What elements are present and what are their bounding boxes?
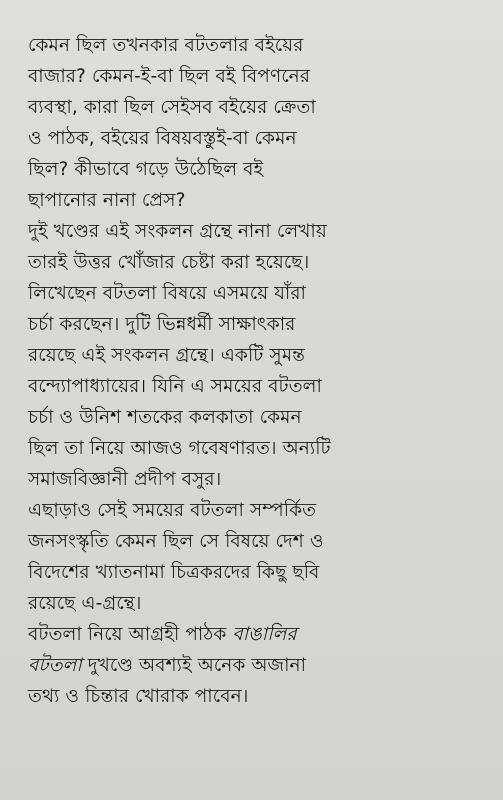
text-line: ব্যবস্থা, কারা ছিল সেইসব বইয়ের ক্রেতা (28, 97, 316, 118)
text-line: বন্দ্যোপাধ্যায়ের। যিনি এ সময়ের বটতলা (28, 376, 322, 397)
text-line: রয়েছে এই সংকলন গ্রন্থে। একটি সুমন্ত (28, 345, 305, 366)
text-line: এছাড়াও সেই সময়ের বটতলা সম্পর্কিত (28, 500, 317, 521)
text-line: ছাপানোর নানা প্রেস? (28, 190, 186, 211)
text-line: ছিল? কীভাবে গড়ে উঠেছিল বই (28, 159, 264, 180)
text-line: লিখেছেন বটতলা বিষয়ে এসময়ে যাঁরা (28, 283, 306, 304)
text-line: ছিল তা নিয়ে আজও গবেষণারত। অন্যটি (28, 438, 331, 459)
text-line: তারই উত্তর খোঁজার চেষ্টা করা হয়েছে। (28, 252, 310, 273)
paragraph-4 (28, 619, 493, 712)
book-title-part-1: বাঙালির (232, 624, 297, 645)
paragraph-1 (28, 30, 493, 216)
text-line: সমাজবিজ্ঞানী প্রদীপ বসুর। (28, 469, 222, 490)
text-line: বিদেশের খ্যাতনামা চিত্রকরদের কিছু ছবি (28, 562, 320, 583)
text-line: কেমন ছিল তখনকার বটতলার বইয়ের (28, 35, 304, 56)
text-line: দুই খণ্ডের এই সংকলন গ্রন্থে নানা লেখায় (28, 221, 327, 242)
text-line: জনসংস্কৃতি কেমন ছিল সে বিষয়ে দেশ ও (28, 531, 324, 552)
text-line: বাজার? কেমন-ই-বা ছিল বই বিপণনের (28, 66, 311, 87)
text-line: চর্চা করছেন। দুটি ভিন্নধর্মী সাক্ষাৎকার (28, 314, 296, 335)
text-segment: বটতলা নিয়ে আগ্রহী পাঠক (28, 624, 233, 645)
blurb-text (28, 30, 493, 712)
paragraph-2 (28, 216, 493, 495)
text-line: ও পাঠক, বইয়ের বিষয়বস্তুই-বা কেমন (28, 128, 297, 149)
text-segment: দুখণ্ডে অবশ্যই অনেক অজানা (81, 655, 307, 676)
book-title-part-2: বটতলা (28, 655, 82, 676)
text-line: চর্চা ও উনিশ শতকের কলকাতা কেমন (28, 407, 302, 428)
paragraph-3 (28, 495, 493, 619)
text-line: তথ্য ও চিন্তার খোরাক পাবেন। (28, 686, 249, 707)
text-line (28, 619, 493, 650)
text-line (28, 650, 493, 681)
text-line: রয়েছে এ-গ্রন্থে। (28, 593, 142, 614)
